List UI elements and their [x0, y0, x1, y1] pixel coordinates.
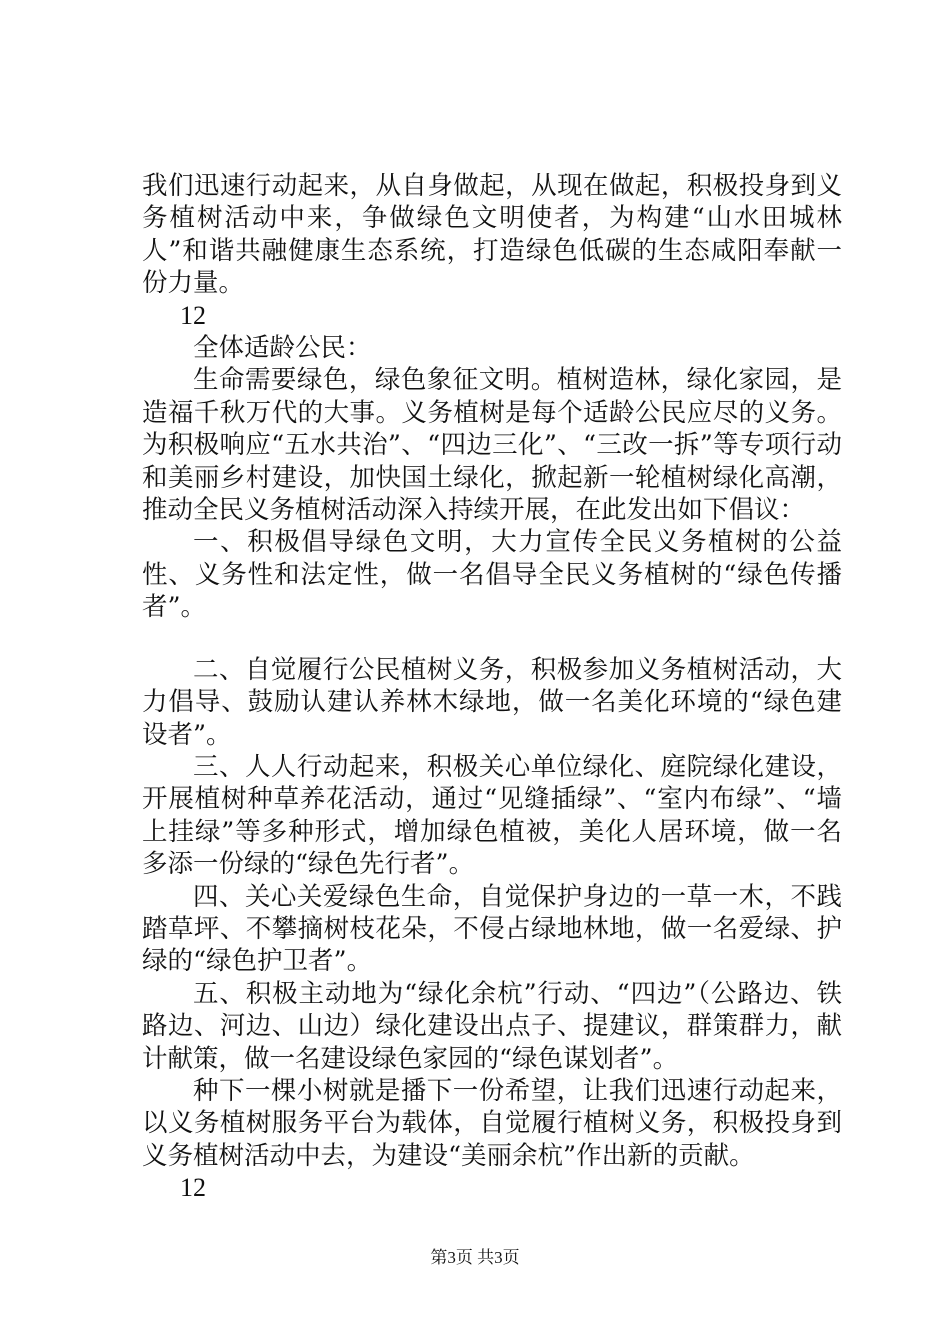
salutation: 全体适龄公民：	[193, 333, 372, 364]
page-footer: 第3页 共3页	[430, 1248, 520, 1267]
paragraph-proposal-2: 二、自觉履行公民植树义务，积极参加义务植树活动，大力倡导、鼓励认建认养林木绿地，做一名美化环境的“绿色建设者”。	[142, 654, 842, 750]
page-number-marker: 12	[180, 300, 206, 330]
paragraph-proposal-3: 三、人人行动起来，积极关心单位绿化、庭院绿化建设，开展植树种草养花活动，通过“见缝插绿”、“室内布绿”、“墙上挂绿”等多种形式，增加绿色植被，美化人居环境，做一名多添一份绿的“绿色先行者”。	[142, 751, 842, 880]
paragraph-proposal-1: 一、积极倡导绿色文明，大力宣传全民义务植树的公益性、义务性和法定性，做一名倡导全民义务植树的“绿色传播者”。	[142, 527, 842, 623]
document-body	[142, 170, 842, 1205]
paragraph-proposal-4: 四、关心关爱绿色生命，自觉保护身边的一草一木，不践踏草坪、不攀摘树枝花朵，不侵占绿地林地，做一名爱绿、护绿的“绿色护卫者”。	[142, 881, 842, 977]
paragraph-conclusion: 种下一棵小树就是播下一份希望，让我们迅速行动起来，以义务植树服务平台为载体，自觉履行植树义务，积极投身到义务植树活动中去，为建设“美丽余杭”作出新的贡献。	[142, 1075, 842, 1171]
paragraph-intro: 生命需要绿色，绿色象征文明。植树造林，绿化家园，是造福千秋万代的大事。义务植树是每个适龄公民应尽的义务。为积极响应“五水共治”、“四边三化”、“三改一拆”等专项行动和美丽乡村建设，加快国土绿化，掀起新一轮植树绿化高潮，推动全民义务植树活动深入持续开展，在此发出如下倡议：	[142, 365, 842, 526]
paragraph-closing-call: 我们迅速行动起来，从自身做起，从现在做起，积极投身到义务植树活动中来，争做绿色文明使者，为构建“山水田城林人”和谐共融健康生态系统，打造绿色低碳的生态咸阳奉献一份力量。	[142, 171, 842, 299]
paragraph-proposal-5: 五、积极主动地为“绿化余杭”行动、“四边”（公路边、铁路边、河边、山边）绿化建设出点子、提建议，群策群力，献计献策，做一名建设绿色家园的“绿色谋划者”。	[142, 978, 842, 1074]
page-number-marker: 12	[180, 1173, 206, 1203]
